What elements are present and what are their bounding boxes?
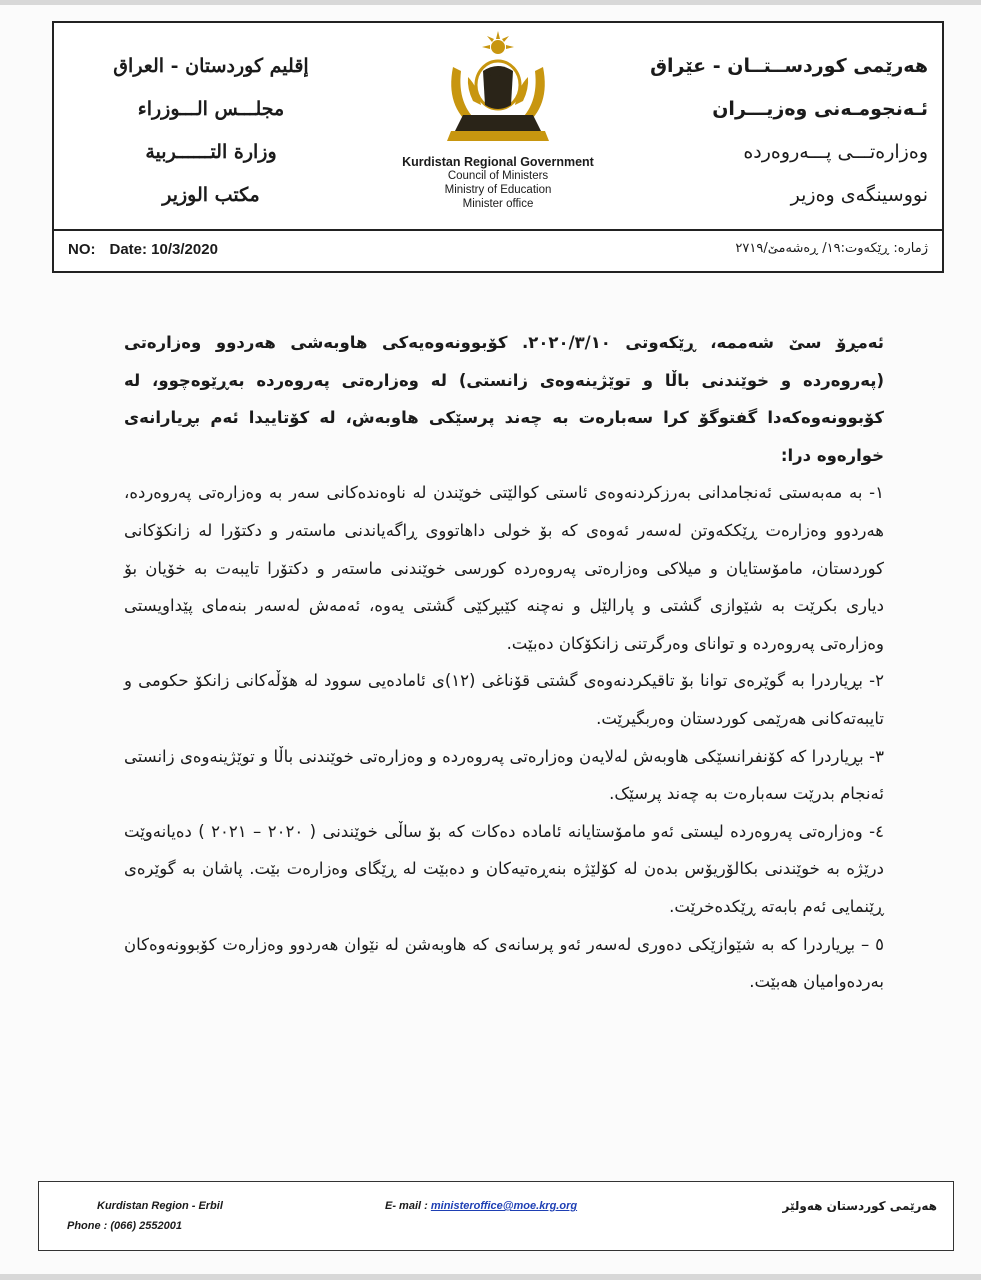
krg-name-en: Kurdistan Regional Government [402, 155, 594, 169]
arabic-line-office: مكتب الوزير [162, 184, 260, 206]
footer-email-link[interactable]: ministeroffice@moe.krg.org [430, 1200, 578, 1212]
footer-phone: Phone : (066) 2552001 [67, 1220, 182, 1232]
body-item-1: ١- بە مەبەستی ئەنجامدانی بەرزکردنەوەی ئاستی کوالێتی خوێندن لە ناوەندەکانی سەر بە وەزارەتی پەروەردە، هەردوو وەزارەت ڕێککەوتن لەسەر ئەوەی کە بۆ خولی داهاتووی ڕاگەیاندنی ماستەر و دکتۆرا لە زانکۆکانی کوردستان، مامۆستایان و میلاکی وەزارەتی پەروەردە کورسی خوێندنی ماستەر و دکتۆرا تایبەت بە خۆیان بۆ دیاری بکرێت بە شێوازی گشتی و پارالێل و نەچنە کێبڕکێی گشتی یەوە، ئەمەش لەسەر بنەمای پێداویستی وەزارەتی پەروەردە و توانای وەرگرتنی زانکۆکان دەبێت. [124, 483, 884, 653]
ref-number-date [68, 241, 218, 258]
bottom-edge [0, 1274, 981, 1280]
arabic-letterhead [54, 45, 354, 217]
reference-row [52, 231, 944, 273]
top-edge [0, 0, 981, 5]
kurdish-line-ministry: وەزارەتـــی پـــەروەردە [743, 141, 928, 163]
body-item-2: ٢- بڕیاردرا بە گوێرەی توانا بۆ تاقیکردنەوەی گشتی قۆناغی (١٢)ی ئامادەیی سوود لە هۆڵەکانی زانکۆ حکومی و تایبەتەکانی هەرێمی کوردستان وەربگیرێت. [124, 671, 884, 728]
ref-kurdish: ژمارە: ڕێکەوت:١٩/ ڕەشەمێ/٢٧١٩ [735, 241, 928, 256]
arabic-line-ministry: وزارة التــــــربية [145, 141, 277, 163]
kurdish-line-council: ئـەنجومـەنی وەزیـــران [712, 98, 928, 120]
kurdish-line-region: هەرێمی کوردســتــان - عێراق [650, 55, 928, 77]
footer-email-block [385, 1196, 577, 1216]
krg-office-en: Minister office [462, 198, 534, 210]
kurdish-letterhead [628, 45, 928, 217]
footer-kurdish-address: هەرێمی کوردستان هەولێر [782, 1199, 937, 1213]
footer-region: Kurdistan Region - Erbil [97, 1200, 223, 1212]
arabic-line-council: مجلـــس الـــوزراء [137, 98, 285, 120]
letterhead [52, 21, 944, 231]
body-item-5: ٥ – بڕیاردرا کە بە شێوازێکی دەوری لەسەر ئەو پرسانەی کە هاوبەشن لە نێوان هەردوو وەزارەت کۆبوونەوەکان بەردەوامیان هەبێت. [124, 934, 884, 992]
ref-no-label: NO: [68, 241, 96, 258]
footer-email-label: E- mail : [385, 1200, 428, 1212]
footer [38, 1181, 954, 1251]
footer-contact [67, 1196, 223, 1236]
krg-ministry-en: Ministry of Education [444, 184, 552, 196]
kurdish-line-office: نووسینگەی وەزیر [790, 184, 928, 206]
letter-body [124, 324, 884, 1001]
krg-council-en: Council of Ministers [447, 170, 549, 182]
body-intro: ئەمڕۆ سێ شەممە، ڕێکەوتی ٢٠٢٠/٣/١٠. کۆبوونەوەیەکی هاوبەشی هەردوو وەزارەتی (پەروەردە و خوێندنی باڵا و توێژینەوەی زانستی) لە وەزارەتی پەروەردە بەڕێوەچوو، لە کۆبوونەوەکەدا گفتوگۆ کرا سەبارەت بە چەند پرسێکی هاوبەش، لە کۆتاییدا ئەم بڕیارانەی خوارەوە درا: [124, 333, 885, 465]
arabic-line-region: إقليم كوردستان - العراق [113, 55, 309, 77]
body-item-3: ٣- بڕیاردرا کە کۆنفرانسێکی هاوبەش لەلایەن وەزارەتی پەروەردە و وەزارەتی خوێندنی باڵا و توێژینەوەی زانستی ئەنجام بدرێت سەبارەت بە چەند پرسێک. [124, 746, 884, 804]
krg-emblem-block [378, 27, 618, 227]
krg-emblem-icon [423, 27, 573, 155]
ref-date: Date: 10/3/2020 [109, 241, 218, 258]
body-item-4: ٤- وەزارەتی پەروەردە لیستی ئەو مامۆستایانە ئامادە دەکات کە بۆ ساڵی خوێندنی ( ٢٠٢٠ – ٢٠٢١ ) دەیانەوێت درێژە بە خوێندنی بکالۆریۆس بدەن لە کۆلێژە بنەڕەتیەکان و دەبێت لە ڕێگای وەزارەت بێت. پاشان بە گوێرەی ڕێنمایی ئەم بابەتە ڕێکدەخرێت. [124, 821, 885, 916]
